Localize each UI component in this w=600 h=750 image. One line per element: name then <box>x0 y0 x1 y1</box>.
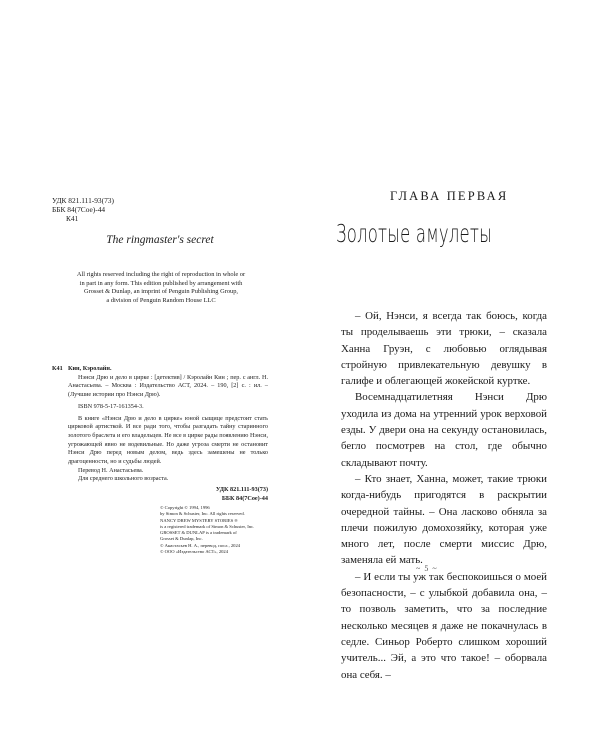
copyright-line: © Анастасьев Н. А., перевод, посл., 2024 <box>160 542 241 548</box>
catalog-udk-footer: УДК 821.111-93(73) <box>215 486 268 494</box>
catalog-code: К41 <box>52 365 63 372</box>
bbk-line: ББК 84(7Сое)-44 <box>52 205 106 215</box>
copyright-line: GROSSET & DUNLAP is a trademark of <box>160 530 237 536</box>
original-title: The ringmaster's secret <box>106 234 214 246</box>
catalog-annotation: В книге «Нэнси Дрю и дело в цирке» юной сыщице предстоит стать цирковой артисткой. И все ради того, чтобы разгадать тайну старинного золотого браслета и его владельцев. Не все в цирке рады появлению Нэнси, угрожающей явно не водевильные. Но даже угроза смерти не остановит Нэнси Дрю перед новым делом, ведь здесь замешены не только драгоценности, но и судьбы людей. <box>68 414 268 466</box>
copyright-line: Grosset & Dunlap, Inc. <box>160 536 203 542</box>
copyright-block <box>160 505 270 555</box>
author-mark: К41 <box>66 214 79 224</box>
copyright-line: © Copyright © 1994, 1996 <box>160 505 210 510</box>
copyright-line: by Simon & Schuster, Inc. All rights reserved. <box>160 511 245 517</box>
rights-line: a division of Penguin Random House LLC <box>106 296 216 304</box>
catalog-age: Для среднего школьного возраста. <box>78 475 169 483</box>
paragraph: – И если ты уж так беспокоишься о моей безопасности, – с улыбкой добавила она, – то позволь заметить, что за последние несколько месяцев я даже не покачнулась в седле. Синьор Роберто слишком хороший учитель... Эй, а это что такое! – оборвала она себя. – <box>341 570 547 681</box>
copyright-line: © ООО «Издательство АСТ», 2024 <box>160 549 229 555</box>
catalog-bbk-footer: ББК 84(7Сое)-44 <box>221 494 268 502</box>
rights-notice <box>58 271 264 305</box>
paragraph: – Ой, Нэнси, я всегда так боюсь, когда ты проделываешь эти трюки, – сказала Ханна Груэн, с любовью оглядывая стройную привлекательную девушку в галифе и облегающей жокейской куртке. <box>341 310 547 388</box>
chapter-text <box>341 308 547 683</box>
catalog-card <box>52 365 268 504</box>
catalog-entry: Нэнси Дрю и дело в цирке : [детектив] / Кэролайн Кин ; пер. с англ. Н. Анастасьева. – Москва : Издательство АСТ, 2024. – 190, [2] с. : ил. – (Лучшие истории про Нэнси Дрю). <box>68 373 268 399</box>
page-number: ~ 5 ~ <box>416 564 438 573</box>
copyright-line: is a registered trademark of Simon & Schuster, Inc. <box>160 523 255 529</box>
paragraph: – Кто знает, Ханна, может, такие трюки когда-нибудь пригодятся в раскрытии очередной тайны. – Она ласково обняла за плечи пожилую домохозяйку, которая уже много лет, после смерти миссис Дрю, заменяла ей мать. <box>341 472 547 567</box>
rights-line: Grosset & Dunlap, an imprint of Penguin Publishing Group, <box>83 288 239 296</box>
catalog-translator: Перевод Н. Анастасьева. <box>78 466 144 474</box>
chapter-title: Золотые амулеты <box>336 219 492 248</box>
copyright-line: NANCY DREW MYSTERY STORIES ® <box>160 517 238 523</box>
udk-line: УДК 821.111-93(73) <box>52 196 114 205</box>
rights-line: in part in any form. This edition published by arrangement with <box>79 279 243 287</box>
catalog-isbn: ISBN 978-5-17-161354-3. <box>78 402 144 410</box>
paragraph: Восемнадцатилетняя Нэнси Дрю уходила из дома на утренний урок верховой езды. У двери она на секунду остановилась, бегло посмотрев на стол, где обычно складывают почту. <box>341 391 547 469</box>
rights-line: All rights reserved including the right of reproduction in whole or <box>76 271 246 278</box>
catalog-author: Кин, Кэролайн. <box>68 365 112 372</box>
chapter-label: ГЛАВА ПЕРВАЯ <box>390 189 509 203</box>
udk-block <box>52 196 114 224</box>
